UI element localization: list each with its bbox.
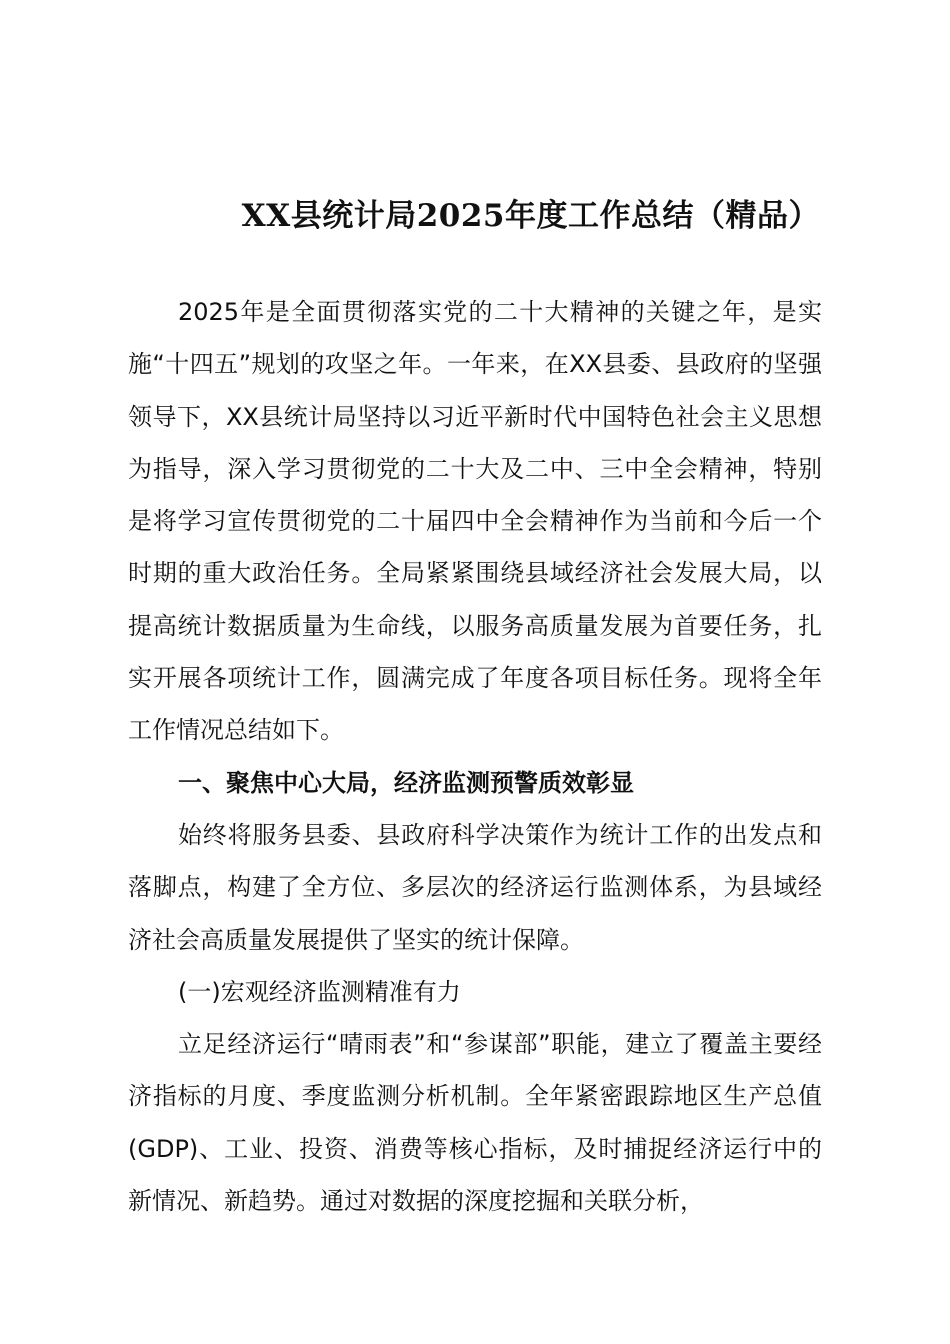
intro-paragraph: 2025年是全面贯彻落实党的二十大精神的关键之年，是实施“十四五”规划的攻坚之年。一年来，在XX县委、县政府的坚强领导下，XX县统计局坚持以习近平新时代中国特色社会主义思想为指导，深入学习贯彻党的二十大及二中、三中全会精神，特别是将学习宣传贯彻党的二十届四中全会精神作为当前和今后一个时期的重大政治任务。全局紧紧围绕县域经济社会发展大局，以提高统计数据质量为生命线，以服务高质量发展为首要任务，扎实开展各项统计工作，圆满完成了年度各项目标任务。现将全年工作情况总结如下。 (128, 298, 822, 745)
document-body (128, 286, 822, 1227)
section-1-paragraph: 始终将服务县委、县政府科学决策作为统计工作的出发点和落脚点，构建了全方位、多层次的经济运行监测体系，为县域经济社会高质量发展提供了坚实的统计保障。 (128, 820, 822, 954)
subsection-1-paragraph: 立足经济运行“晴雨表”和“参谋部”职能，建立了覆盖主要经济指标的月度、季度监测分析机制。全年紧密跟踪地区生产总值(GDP)、工业、投资、消费等核心指标，及时捕捉经济运行中的新情况、新趋势。通过对数据的深度挖掘和关联分析， (128, 1030, 822, 1216)
subsection-heading-1: (一)宏观经济监测精准有力 (178, 977, 461, 1006)
section-heading-1: 一、聚焦中心大局，经济监测预警质效彰显 (178, 768, 634, 797)
document-title: XX县统计局2025年度工作总结（精品） (241, 198, 820, 234)
